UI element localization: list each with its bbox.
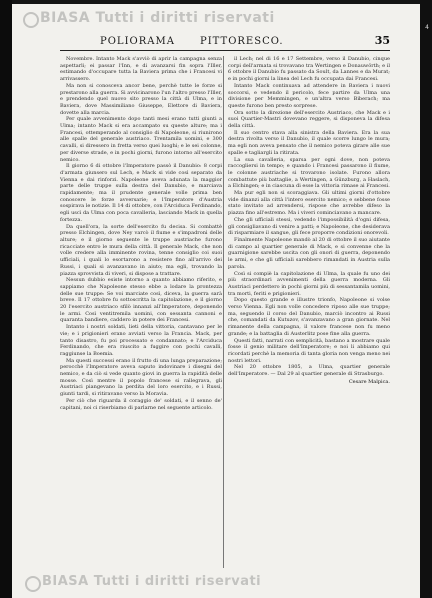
watermark-bottom-text: BIASA Tutti i diritti riservati: [42, 574, 262, 589]
watermark-top-text: BIASA Tutti i diritti riservati: [40, 10, 275, 26]
text-column-left: [60, 56, 222, 571]
text-column-right: [228, 56, 390, 571]
paragraph: Il suo centro stava alla sinistra della Baviera. Era la sua destra rivolta verso il Danubio, il quale scorre lungo le mura; ma egli non aveva pensato che il nemico poteva girare alle sue spalle e tagliargli la ritirata.: [228, 129, 390, 156]
scan-right-edge: [420, 0, 432, 598]
paragraph: Ma questi successi erano il frutto di una lunga preparazione; perocchè l'Imperatore aveva saputo indovinare i disegni del nemico, e da ciò si vede quanto giovi in guerra la rapidità delle mosse. Così mentre il popolo francese si rallegrava, gli Austriaci piangevano la perdita del loro esercito, e i Russi, giunti tardi, si ritiravano verso la Moravia.: [60, 357, 222, 398]
paragraph: Così si compiè la capitolazione di Ulma, la quale fu uno dei più straordinari avvenimenti della guerra moderna. Gli Austriaci perdettero in pochi giorni più di sessantamila uomini, tra morti, feriti e prigionieri.: [228, 270, 390, 297]
paragraph: Ma non si conosceva ancor bene, perchè tutte le forze si prestarono alla guerra. Si avvicinarono l'un l'altro presso l'Iller, e prendendo quel nuovo sito presso la città di Ulma, e in Baviera, dove Massimiliano Giuseppe, Elettore di Baviera, dovette alla marcia.: [60, 82, 222, 116]
publication-subtitle: PITTORESCO.: [200, 36, 284, 47]
paragraph: Che gli ufficiali stessi, vedendo l'impossibilità d'ogni difesa, gli consigliavano di venire a patti; e Napoleone, che desiderava di risparmiare il sangue, gli fece proporre condizioni onorevoli.: [228, 216, 390, 237]
publication-title: POLIORAMA: [100, 36, 175, 47]
paragraph: Novembre. Intanto Mack s'avviò di aprir la campagna senza aspettarli; ei passar l'Inn, e di avanzarsi fin sopra l'Iller, estimando d'occupare tutta la Baviera prima che i Francesi vi arrivassero.: [60, 56, 222, 83]
paragraph: Nessun dubbio esiste intorno a quanto abbiamo riferito, e sappiamo che Napoleone stesso ebbe a lodare la prontezza delle sue truppe: Se voi marciate così, diceva, la guerra sarà breve. Il 17 ottobre fu sottoscritta la capitolazione, e il giorno 20 l'esercito austriaco sfilò innanzi all'Imperatore, deponendo le armi. Così ventitremila uomini, con sessanta cannoni e quaranta bandiere, caddero in potere dei Francesi.: [60, 277, 222, 324]
paragraph: Da quell'ora, la sorte dell'esercito fu decisa. Si combattè presso Elchingen, dove Ney varcò il fiume e s'impadronì delle alture; e il giorno seguente le truppe austriache furono ricacciate entro le mura della città. Il generale Mack, che non volle credere alla imminente rovina, tenne consiglio coi suoi ufficiali, i quali lo esortarono a resistere fino all'arrivo dei Russi, i quali si avanzavano in aiuto; ma egli, trovando la piazza sprovvista di viveri, si dispose a trattare.: [60, 223, 222, 277]
paragraph: Per ciò che riguarda il coraggio de' soldati, e il senno de' capitani, noi ci riserbiamo di parlarne nel seguente articolo.: [60, 397, 222, 411]
paragraph: Finalmente Napoleone mandò al 20 di ottobre il suo aiutante di campo al quartier generale di Mack, e si convenne che la guarnigione sarebbe uscita con gli onori di guerra, deponendo le armi, e che gli ufficiali sarebbero rimandati in Austria sulla parola.: [228, 236, 390, 270]
paragraph: La sua cavalleria, sparsa per ogni dove, non poteva raccogliersi in tempo; e quando i Francesi passarono il fiume, le colonne austriache si trovarono isolate. Furono allora combattute più battaglie, a Wertingen, a Günzburg, a Haslach, a Elchingen; e in ciascuna di esse la vittoria rimase ai Francesi.: [228, 156, 390, 190]
author-signature: Cesare Malpica.: [348, 378, 390, 385]
page-number: 35: [374, 34, 390, 47]
watermark-bottom: [26, 574, 261, 589]
paragraph: il Lech; nel di 16 e 17 Settembre, verso il Danubio, cinque corpi dell'armata si trovavano tra Wertingen e Donauwörth; e il 6 ottobre il Danubio fu passato da Soult, da Lannes e da Murat; e in pochi giorni la linea del Lech fu occupata dai Francesi.: [228, 56, 390, 83]
newspaper-page: [12, 4, 420, 598]
paragraph: Intanto Mack continuava ad attendere in Baviera i nuovi soccorsi, e vedendo il pericolo, fece partire da Ulma una divisione per Memmingen, e un'altra verso Biberach; ma queste furono ben presto sorprese.: [228, 82, 390, 109]
paragraph: Per quale avvenimento dopo tanti mesi erano tutti giunti a Ulma; intanto Mack si era accampato su queste alture; ma i Francesi, ottemperando al consiglio di Napoleone, si riunirono alle spalle del generale austriaco. Trentamila uomini, e 300 cavalli, si diressero in fretta verso quei luoghi; e le sei colonne, per diverse strade, e in pochi giorni, furono intorno all'esercito nemico.: [60, 116, 222, 163]
paragraph: Il giorno 6 di ottobre l'Imperatore passò il Danubio: 8 corpi d'armata giunsero sul Lech, e Mack si vide così separato da Vienna e dai rinforzi. Napoleone aveva adunata la maggior parte delle truppe sulla destra del Danubio, e marciava rapidamente; ma il prudente generale volle prima ben conoscere le forze avversarie; e l'Imperatore d'Austria sospirava le notizie. Il 14 di ottobre, con l'Arciduca Ferdinando, egli uscì da Ulma con poca cavalleria, lasciando Mack in quella fortezza.: [60, 163, 222, 223]
paragraph: Dopo questo grande e illustre trionfo, Napoleone si volse verso Vienna. Egli non volle concedere riposo alle sue truppe; ma, seguendo il corso del Danubio, marciò incontro ai Russi che, comandati da Kutuzov, s'avanzavano a gran giornate. Nel rimanente della campagna, il valore francese non fu meno grande; e la battaglia di Austerlitz pose fine alla guerra.: [228, 297, 390, 337]
watermark-logo-icon: [23, 12, 39, 28]
scan-left-edge: [0, 0, 12, 598]
paragraph: Questi fatti, narrati con semplicità, bastano a mostrare quale fosse il genio militare dell'Imperatore; e noi li abbiamo qui ricordati perchè la memoria di tanta gloria non venga meno nei nostri lettori.: [228, 337, 390, 364]
watermark-logo-icon: [25, 576, 41, 592]
watermark-top: [24, 10, 275, 26]
paragraph: Ora sotto la direzione dell'esercito Austriaco, che Mack e i suoi Quartier-Mastri dovevano reggere, si disponeva la difesa della città.: [228, 109, 390, 130]
page-header: [60, 34, 390, 51]
paragraph: Nel 20 ottobre 1805, a Ulma, quartier generale dell'Imperatore. — Dal 29 al quartier generale di Strasburgo.: [228, 364, 390, 378]
edge-mark: 4: [425, 24, 429, 31]
paragraph: Ma pur egli non si scoraggiava. Gli ultimi giorni d'ottobre vide dinanzi alla città l'intero esercito nemico; e sebbene fosse stato invitato ad arrendersi, rispose che avrebbe difeso la piazza fino all'estremo. Ma i viveri cominciavano a mancare.: [228, 190, 390, 217]
column-divider: [223, 56, 224, 568]
paragraph: Intanto i nostri soldati, lieti della vittoria, cantavano per le vie; e i prigionieri erano avviati verso la Francia. Mack, per tanto disastro, fu poi processato e condannato; e l'Arciduca Ferdinando, che era riuscito a fuggire con pochi cavalli, raggiunse la Boemia.: [60, 324, 222, 357]
